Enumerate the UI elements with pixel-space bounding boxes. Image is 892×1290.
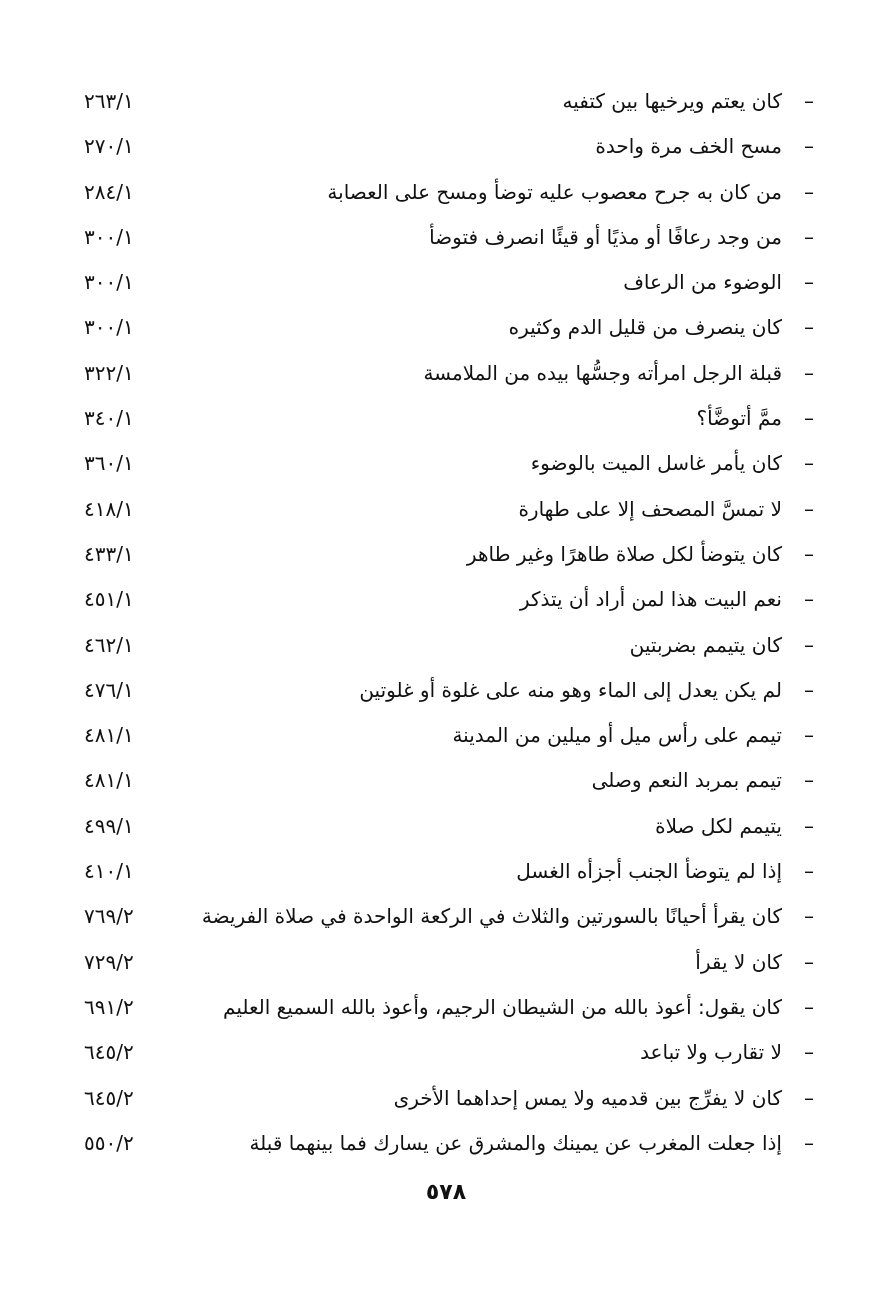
page-number: ٥٧٨ <box>425 1180 467 1205</box>
index-entry <box>0 622 892 667</box>
entry-dash: – <box>804 360 814 385</box>
entry-reference: ٢٦٣/١ <box>84 89 134 113</box>
entry-text: إذا لم يتوضأ الجنب أجزأه الغسل <box>516 859 782 884</box>
entry-text: نعم البيت هذا لمن أراد أن يتذكر <box>519 587 782 612</box>
entry-reference: ٦٤٥/٢ <box>84 1085 134 1110</box>
entry-reference: ٢٧٠/١ <box>84 134 134 159</box>
entry-dash: – <box>804 406 814 431</box>
entry-dash: – <box>804 1040 814 1065</box>
entry-text: كان يتيمم بضربتين <box>629 632 782 657</box>
index-list <box>0 78 892 1165</box>
index-entry <box>0 531 892 576</box>
index-entry <box>0 350 892 395</box>
index-entry <box>0 893 892 938</box>
entry-dash: – <box>804 1130 814 1155</box>
index-entry <box>0 440 892 485</box>
entry-reference: ٣٠٠/١ <box>84 315 134 340</box>
entry-reference: ٣٠٠/١ <box>84 224 134 249</box>
entry-reference: ٤١٨/١ <box>84 496 134 521</box>
entry-reference: ٤٩٩/١ <box>84 813 134 838</box>
entry-dash: – <box>804 179 814 204</box>
index-entry <box>0 78 892 123</box>
entry-text: كان يقول: أعوذ بالله من الشيطان الرجيم، وأعوذ بالله السميع العليم <box>223 994 782 1019</box>
index-entry <box>0 486 892 531</box>
index-entry <box>0 576 892 621</box>
index-entry <box>0 1075 892 1120</box>
entry-dash: – <box>804 677 814 702</box>
entry-text: كان يأمر غاسل الميت بالوضوء <box>530 451 782 476</box>
index-entry <box>0 123 892 168</box>
entry-text: لا تقارب ولا تباعد <box>640 1040 782 1065</box>
index-entry <box>0 304 892 349</box>
entry-text: من كان به جرح معصوب عليه توضأ ومسح على العصابة <box>327 179 782 204</box>
entry-reference: ٣٢٢/١ <box>84 360 134 385</box>
index-entry <box>0 259 892 304</box>
entry-reference: ٤٨١/١ <box>84 723 134 748</box>
entry-dash: – <box>804 994 814 1019</box>
entry-reference: ٤٥١/١ <box>84 587 134 612</box>
entry-dash: – <box>804 89 814 113</box>
entry-text: ممَّ أتوضَّأ؟ <box>696 406 782 431</box>
entry-reference: ٥٥٠/٢ <box>84 1130 134 1155</box>
index-entry <box>0 667 892 712</box>
index-entry <box>0 803 892 848</box>
entry-reference: ٤١٠/١ <box>84 859 134 884</box>
index-entry <box>0 1029 892 1074</box>
index-entry <box>0 984 892 1029</box>
entry-dash: – <box>804 768 814 793</box>
entry-text: كان يعتم ويرخيها بين كتفيه <box>562 89 782 113</box>
entry-reference: ٤٣٣/١ <box>84 541 134 566</box>
entry-dash: – <box>804 270 814 295</box>
entry-reference: ٧٦٩/٢ <box>84 904 134 929</box>
entry-reference: ٤٦٢/١ <box>84 632 134 657</box>
entry-dash: – <box>804 315 814 340</box>
entry-dash: – <box>804 813 814 838</box>
entry-dash: – <box>804 949 814 974</box>
entry-dash: – <box>804 224 814 249</box>
entry-dash: – <box>804 134 814 159</box>
entry-text: كان لا يفرِّج بين قدميه ولا يمس إحداهما الأخرى <box>393 1085 782 1110</box>
entry-text: لا تمسَّ المصحف إلا على طهارة <box>518 496 782 521</box>
index-entry <box>0 395 892 440</box>
entry-reference: ٧٢٩/٢ <box>84 949 134 974</box>
entry-text: كان ينصرف من قليل الدم وكثيره <box>508 315 782 340</box>
entry-text: كان يقرأ أحيانًا بالسورتين والثلاث في الركعة الواحدة في صلاة الفريضة <box>201 904 782 929</box>
entry-dash: – <box>804 496 814 521</box>
index-entry <box>0 848 892 893</box>
entry-text: تيمم بمربد النعم وصلى <box>591 768 782 793</box>
entry-text: قبلة الرجل امرأته وجسُّها بيده من الملامسة <box>423 360 782 385</box>
entry-text: مسح الخف مرة واحدة <box>595 134 782 159</box>
entry-reference: ٤٧٦/١ <box>84 677 134 702</box>
entry-reference: ٦٤٥/٢ <box>84 1040 134 1065</box>
index-entry <box>0 939 892 984</box>
entry-dash: – <box>804 723 814 748</box>
entry-reference: ٢٨٤/١ <box>84 179 134 204</box>
entry-dash: – <box>804 587 814 612</box>
entry-reference: ٣٤٠/١ <box>84 406 134 431</box>
index-entry <box>0 1120 892 1165</box>
entry-text: لم يكن يعدل إلى الماء وهو منه على غلوة أو غلوتين <box>359 677 782 702</box>
index-entry <box>0 214 892 259</box>
entry-text: كان يتوضأ لكل صلاة طاهرًا وغير طاهر <box>466 541 782 566</box>
entry-reference: ٦٩١/٢ <box>84 994 134 1019</box>
entry-dash: – <box>804 1085 814 1110</box>
entry-text: من وجد رعافًا أو مذيًا أو قيئًا انصرف فتوضأ <box>429 224 782 249</box>
index-entry <box>0 169 892 214</box>
index-entry <box>0 712 892 757</box>
entry-dash: – <box>804 541 814 566</box>
entry-text: كان لا يقرأ <box>695 949 782 974</box>
entry-text: تيمم على رأس ميل أو ميلين من المدينة <box>452 723 782 748</box>
entry-dash: – <box>804 632 814 657</box>
entry-reference: ٣٦٠/١ <box>84 451 134 476</box>
index-entry <box>0 757 892 802</box>
entry-reference: ٣٠٠/١ <box>84 270 134 295</box>
entry-text: إذا جعلت المغرب عن يمينك والمشرق عن يسارك فما بينهما قبلة <box>249 1130 782 1155</box>
entry-text: الوضوء من الرعاف <box>623 270 782 295</box>
entry-dash: – <box>804 904 814 929</box>
entry-reference: ٤٨١/١ <box>84 768 134 793</box>
entry-dash: – <box>804 451 814 476</box>
entry-text: يتيمم لكل صلاة <box>655 813 782 838</box>
entry-dash: – <box>804 859 814 884</box>
